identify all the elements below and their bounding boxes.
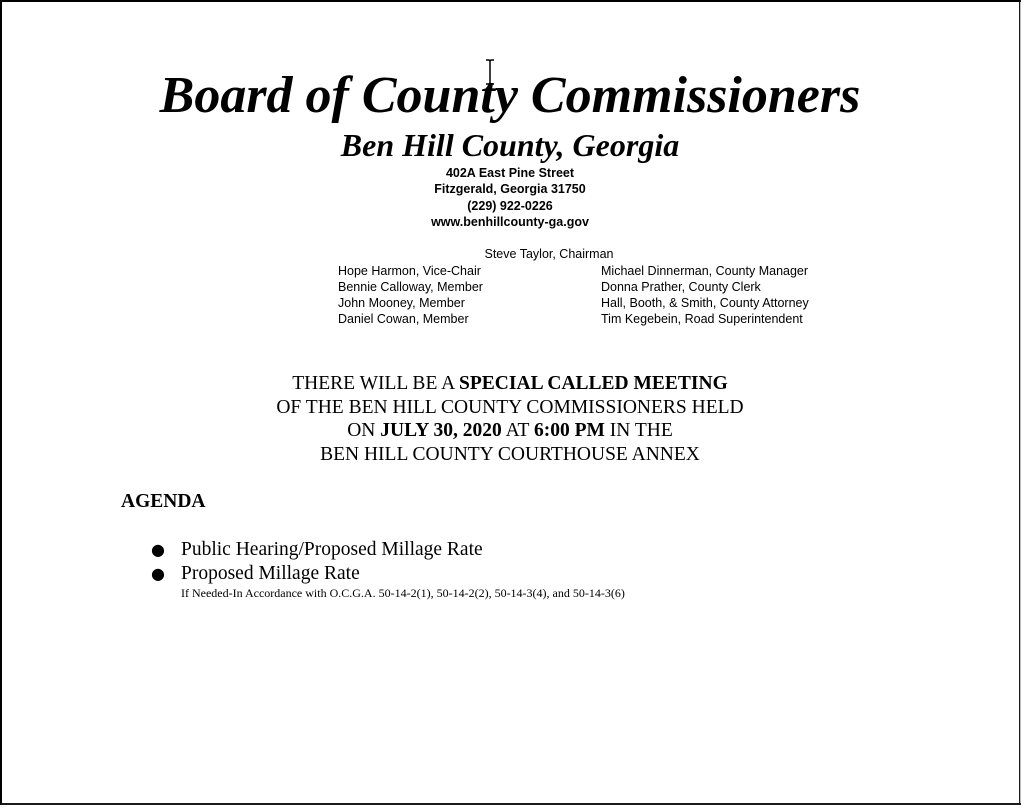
address-street: 402A East Pine Street: [445, 166, 575, 180]
website: www.benhillcounty-ga.gov: [431, 215, 589, 229]
bullet-icon: ●: [151, 564, 165, 583]
phone-number: (229) 922-0226: [467, 199, 553, 213]
staff-list: [601, 263, 809, 327]
agenda-item-1: Public Hearing/Proposed Millage Rate: [181, 539, 483, 560]
agenda-heading: AGENDA: [121, 491, 206, 512]
staff-2: Donna Prather, County Clerk: [601, 280, 761, 294]
chairman: Steve Taylor, Chairman: [484, 247, 614, 261]
announcement-prefix: THERE WILL BE A: [292, 373, 460, 394]
address-city: Fitzgerald, Georgia 31750: [434, 182, 586, 196]
staff-3: Hall, Booth, & Smith, County Attorney: [601, 296, 809, 310]
announcement-on: ON: [347, 420, 381, 441]
commissioner-2: Bennie Calloway, Member: [338, 280, 483, 294]
commissioner-4: Daniel Cowan, Member: [338, 312, 469, 326]
commissioners-list: [338, 263, 483, 327]
commissioner-1: Hope Harmon, Vice-Chair: [338, 264, 481, 278]
board-title: Board of County Commissioners: [159, 67, 861, 124]
announcement-line-4: BEN HILL COUNTY COURTHOUSE ANNEX: [320, 443, 700, 465]
meeting-announcement: [0, 372, 1020, 466]
meeting-time: 6:00 PM: [533, 420, 605, 441]
meeting-type: SPECIAL CALLED MEETING: [459, 373, 728, 394]
announcement-in-the: IN THE: [604, 420, 673, 441]
meeting-date: JULY 30, 2020: [380, 420, 502, 441]
announcement-line-2: OF THE BEN HILL COUNTY COMMISSIONERS HELD: [276, 396, 744, 418]
agenda-note: If Needed-In Accordance with O.C.G.A. 50-14-2(1), 50-14-2(2), 50-14-3(4), and 50-14-3(6): [181, 586, 625, 600]
announcement-at: AT: [501, 420, 534, 441]
commissioner-3: John Mooney, Member: [338, 296, 465, 310]
bullet-icon: ●: [151, 540, 165, 559]
staff-1: Michael Dinnerman, County Manager: [601, 264, 809, 278]
text-cursor-icon: [484, 59, 496, 85]
announcement-line-3: [0, 419, 1020, 443]
announcement-line-1: [0, 372, 1020, 396]
agenda-item-2: Proposed Millage Rate: [181, 563, 360, 584]
staff-4: Tim Kegebein, Road Superintendent: [601, 312, 803, 326]
county-subtitle: Ben Hill County, Georgia: [340, 127, 680, 163]
